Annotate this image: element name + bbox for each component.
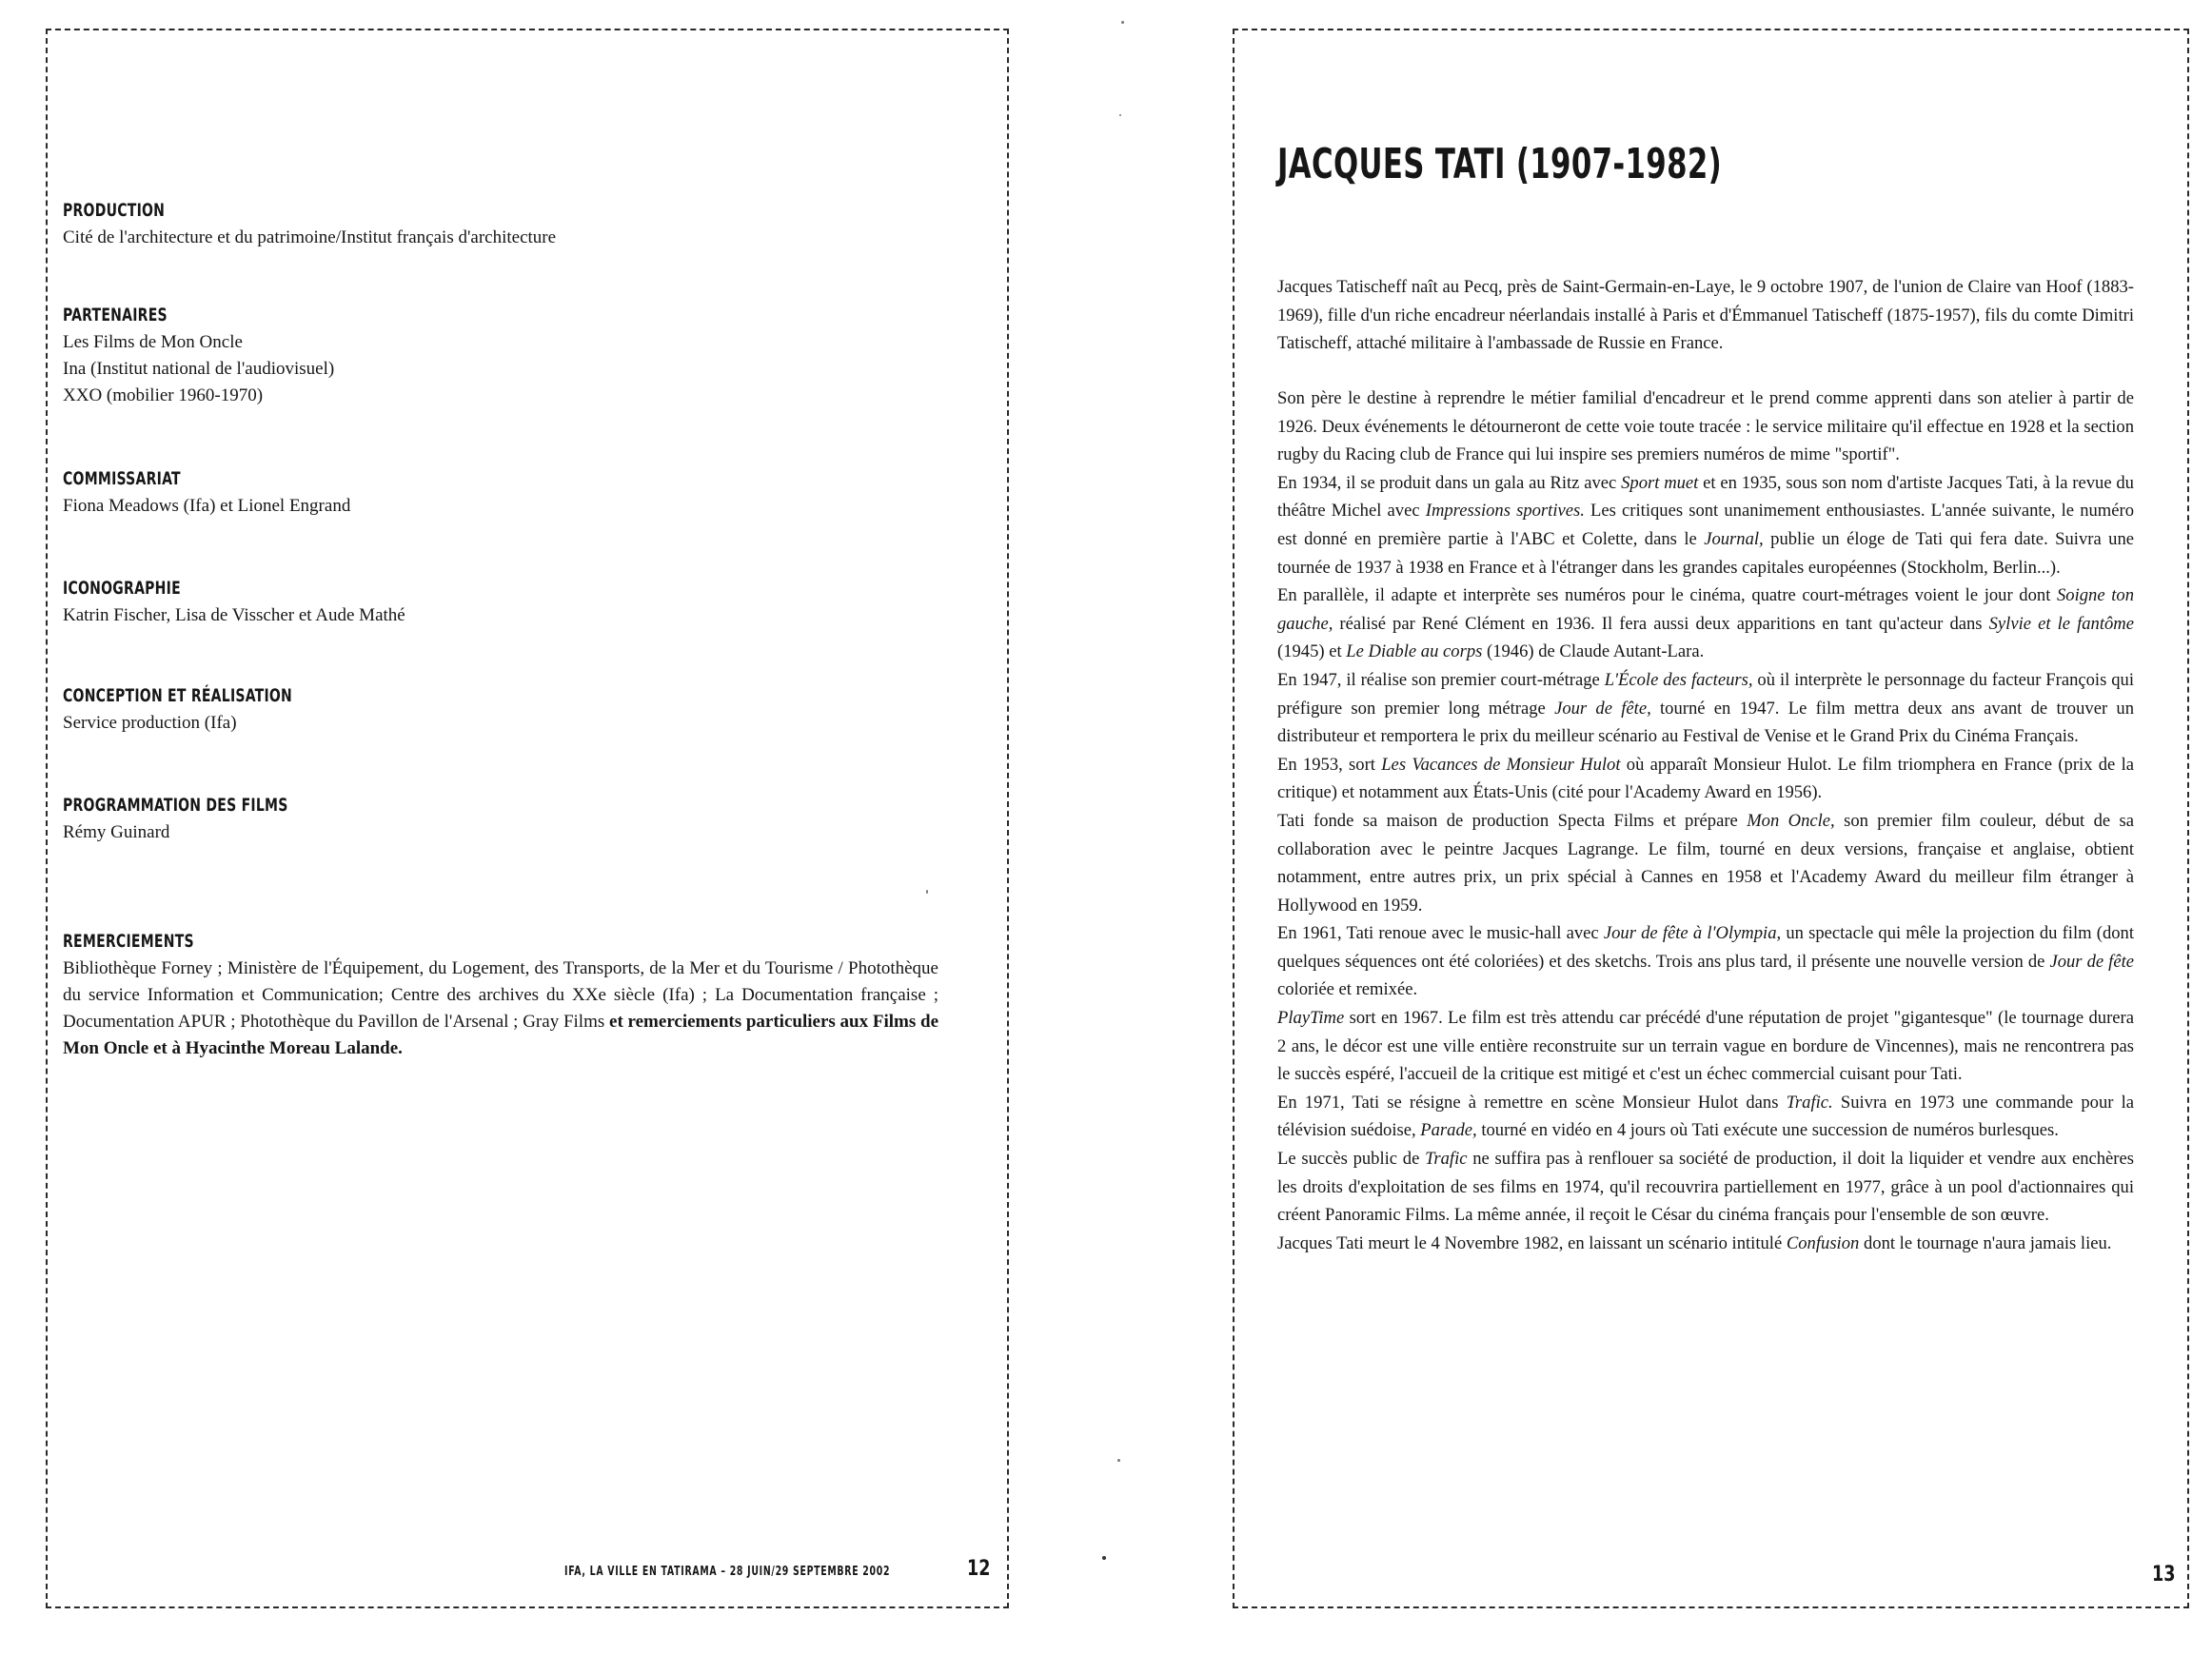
thanks-text: Bibliothèque Forney ; Ministère de l'Équipement, du Logement, des Transports, de la Mer et du Tourisme / Photothèque du service Information et Communication; Centre des archives du XXe siècle (Ifa) ; La Documentation française ; Documentation APUR ; Photothèque du Pavillon de l'Arsenal ; Gray Films (63, 958, 938, 1032)
left-page (46, 29, 1009, 1608)
italic-title: Jour de fête (2049, 951, 2134, 972)
italic-title: Parade, (1420, 1120, 1477, 1141)
italic-title: Les Vacances de Monsieur Hulot (1381, 754, 1621, 775)
section-title-remerciements: REMERCIEMENTS (63, 931, 194, 952)
text-run: En 1961, Tati renoue avec le music-hall avec (1277, 923, 1604, 944)
text-run: Suivra en 1973 une commande pour la télévision suédoise, (1277, 1092, 2135, 1141)
italic-title: Sylvie et le fantôme (1988, 613, 2134, 634)
text-run: coloriée et remixée. (1277, 979, 1418, 1000)
italic-title: Trafic. (1786, 1092, 1833, 1113)
text-run: publie un éloge de Tati qui fera date. Suivra une tournée de 1937 à 1938 en France et à l'étranger dans les grandes capitales européennes (Stockholm, Berlin...). (1277, 528, 2134, 578)
section-title-commissariat: COMMISSARIAT (63, 468, 181, 489)
section-title-conception: CONCEPTION ET RÉALISATION (63, 685, 293, 706)
text-run: tourné en vidéo en 4 jours où Tati exécute une succession de numéros burlesques. (1476, 1120, 2059, 1141)
section-title-partenaires: PARTENAIRES (63, 305, 168, 325)
bio-paragraph (1277, 751, 2134, 807)
section-title-iconographie: ICONOGRAPHIE (63, 578, 181, 599)
italic-title: PlayTime (1277, 1008, 1345, 1029)
text-run: tourné en 1947. Le film mettra deux ans avant de trouver un distributeur et remportera le prix du meilleur scénario au Festival de Venise et le Grand Prix du Cinéma Français. (1277, 698, 2134, 747)
text-run: sort en 1967. Le film est très attendu car précédé d'une réputation de projet "gigantesque" (le tournage durera 2 ans, le décor est une ville entière reconstruite sur un terrain vague en bordure de Vincennes), mais ne rencontrera pas le succès espéré, l'accueil de la critique est mitigé et c'est un échec commercial cuisant pour Tati. (1277, 1008, 2134, 1085)
italic-title: Impressions sportives. (1425, 501, 1585, 522)
bio-paragraph (1277, 807, 2134, 919)
section-line: Ina (Institut national de l'audiovisuel) (63, 359, 335, 379)
italic-title: Mon Oncle, (1747, 810, 1835, 831)
text-run: et en 1935, sous son nom d'artiste Jacques Tati, à la revue du théâtre Michel avec (1277, 472, 2134, 522)
intro-paragraph: Jacques Tatischeff naît au Pecq, près de Saint-Germain-en-Laye, le 9 octobre 1907, de l'union de Claire van Hoof (1883-1969), fille d'un riche encadreur néerlandais installé à Paris et d'Émmanuel Tatischeff (1875-1957), fils du comte Dimitri Tatischeff, attaché militaire à l'ambassade de Russie en France. (1277, 277, 2134, 354)
text-run: (1946) de Claude Autant-Lara. (1482, 641, 1705, 662)
scan-speck (926, 890, 928, 894)
section-title-programmation: PROGRAMMATION DES FILMS (63, 795, 288, 816)
bio-paragraph (1277, 384, 2134, 469)
bio-paragraph (1277, 1004, 2134, 1089)
scan-speck (1121, 21, 1124, 24)
section-line: Fiona Meadows (Ifa) et Lionel Engrand (63, 496, 351, 516)
right-page (1233, 29, 2189, 1608)
text-run: dont le tournage n'aura jamais lieu. (1859, 1232, 2112, 1253)
bio-paragraph (1277, 666, 2134, 751)
italic-title: Jour de fête à l'Olympia, (1603, 923, 1782, 944)
text-run: où il interprète le personnage du facteur François qui préfigure son premier long métrage (1277, 669, 2135, 719)
scan-speck (1102, 1556, 1106, 1560)
italic-title: Trafic (1425, 1149, 1468, 1170)
page-number: 13 (2152, 1563, 2176, 1586)
italic-title: Le Diable au corps (1346, 641, 1483, 662)
section-line: XXO (mobilier 1960-1970) (63, 385, 264, 405)
italic-title: Soigne ton gauche, (1277, 585, 2134, 634)
text-run: Tati fonde sa maison de production Specta Films et prépare (1277, 810, 1748, 831)
text-run: (1945) et (1277, 641, 1347, 662)
scan-speck (1119, 114, 1121, 116)
bio-paragraph (1277, 1230, 2134, 1258)
thanks-bold-text: et remerciements particuliers aux Films de Mon Oncle et à Hyacinthe Moreau Lalande. (63, 1012, 939, 1058)
section-line: Cité de l'architecture et du patrimoine/Institut français d'architecture (63, 227, 557, 247)
text-run: son premier film couleur, début de sa collaboration avec le peintre Jacques Lagrange. Le film, tourné en deux versions, française et anglaise, obtient notamment, entre autres prix, un prix spécial à Cannes en 1958 et l'Academy Award du meilleur film étranger à Hollywood en 1959. (1277, 810, 2135, 916)
text-run: ne suffira pas à renflouer sa société de production, il doit la liquider et vendre aux enchères les droits d'exploitation de ses films en 1974, qu'il recouvrira partiellement en 1977, grâce à un pool d'actionnaires qui créent Panoramic Films. La même année, il reçoit le César du cinéma français pour l'ensemble de son œuvre. (1277, 1149, 2134, 1226)
text-run: En 1934, il se produit dans un gala au Ritz avec (1277, 472, 1622, 493)
bio-paragraph (1277, 919, 2134, 1004)
page-number: 12 (967, 1557, 991, 1581)
text-run: En 1953, sort (1277, 754, 1382, 775)
italic-title: Confusion (1786, 1232, 1860, 1253)
section-line: Katrin Fischer, Lisa de Visscher et Aude Mathé (63, 605, 405, 625)
section-line: Les Films de Mon Oncle (63, 332, 243, 352)
text-run: Son père le destine à reprendre le métier familial d'encadreur et le prend comme apprenti dans son atelier à partir de 1926. Deux événements le détourneront de cette voie toute tracée : le service militaire qu'il effectue en 1928 et la section rugby du Racing club de France qui lui inspire ses premiers numéros de mime "sportif". (1277, 388, 2134, 465)
text-run: En 1971, Tati se résigne à remettre en scène Monsieur Hulot dans (1277, 1092, 1787, 1113)
text-run: En 1947, il réalise son premier court-métrage (1277, 669, 1605, 690)
thanks-paragraph (63, 956, 938, 1062)
bio-paragraph (1277, 581, 2134, 666)
text-run: En parallèle, il adapte et interprète ses numéros pour le cinéma, quatre court-métrages voient le jour dont (1277, 585, 2057, 606)
text-run: un spectacle qui mêle la projection du film (dont quelques séquences ont été coloriées) et des sketchs. Trois ans plus tard, il présente une nouvelle version de (1277, 923, 2135, 972)
italic-title: Journal, (1704, 528, 1764, 549)
page-footer: IFA, LA VILLE EN TATIRAMA – 28 JUIN/29 SEPTEMBRE 2002 (564, 1565, 891, 1579)
bio-paragraph (1277, 469, 2134, 581)
text-run: Les critiques sont unanimement enthousiastes. L'année suivante, le numéro est donné en première partie à l'ABC et Colette, dans le (1277, 501, 2134, 549)
text-run: où apparaît Monsieur Hulot. Le film triomphera en France (prix de la critique) et notamment aux États-Unis (cité pour l'Academy Award en 1956). (1277, 754, 2134, 803)
page-title: JACQUES TATI (1907-1982) (1277, 140, 1723, 188)
italic-title: Jour de fête, (1554, 698, 1651, 719)
section-line: Service production (Ifa) (63, 713, 237, 733)
text-run: réalisé par René Clément en 1936. Il fera aussi deux apparitions en tant qu'acteur dans (1333, 613, 1989, 634)
bio-paragraph (1277, 1089, 2134, 1145)
scan-speck (1117, 1459, 1120, 1462)
text-run: Jacques Tati meurt le 4 Novembre 1982, en laissant un scénario intitulé (1277, 1232, 1787, 1253)
text-run: Le succès public de (1277, 1149, 1426, 1170)
section-line: Rémy Guinard (63, 822, 170, 842)
italic-title: Sport muet (1621, 472, 1699, 493)
bio-body (1277, 384, 2134, 1257)
section-title-production: PRODUCTION (63, 200, 166, 221)
bio-paragraph (1277, 1145, 2134, 1230)
italic-title: L'École des facteurs, (1604, 669, 1753, 690)
bio-intro (1277, 273, 2134, 358)
